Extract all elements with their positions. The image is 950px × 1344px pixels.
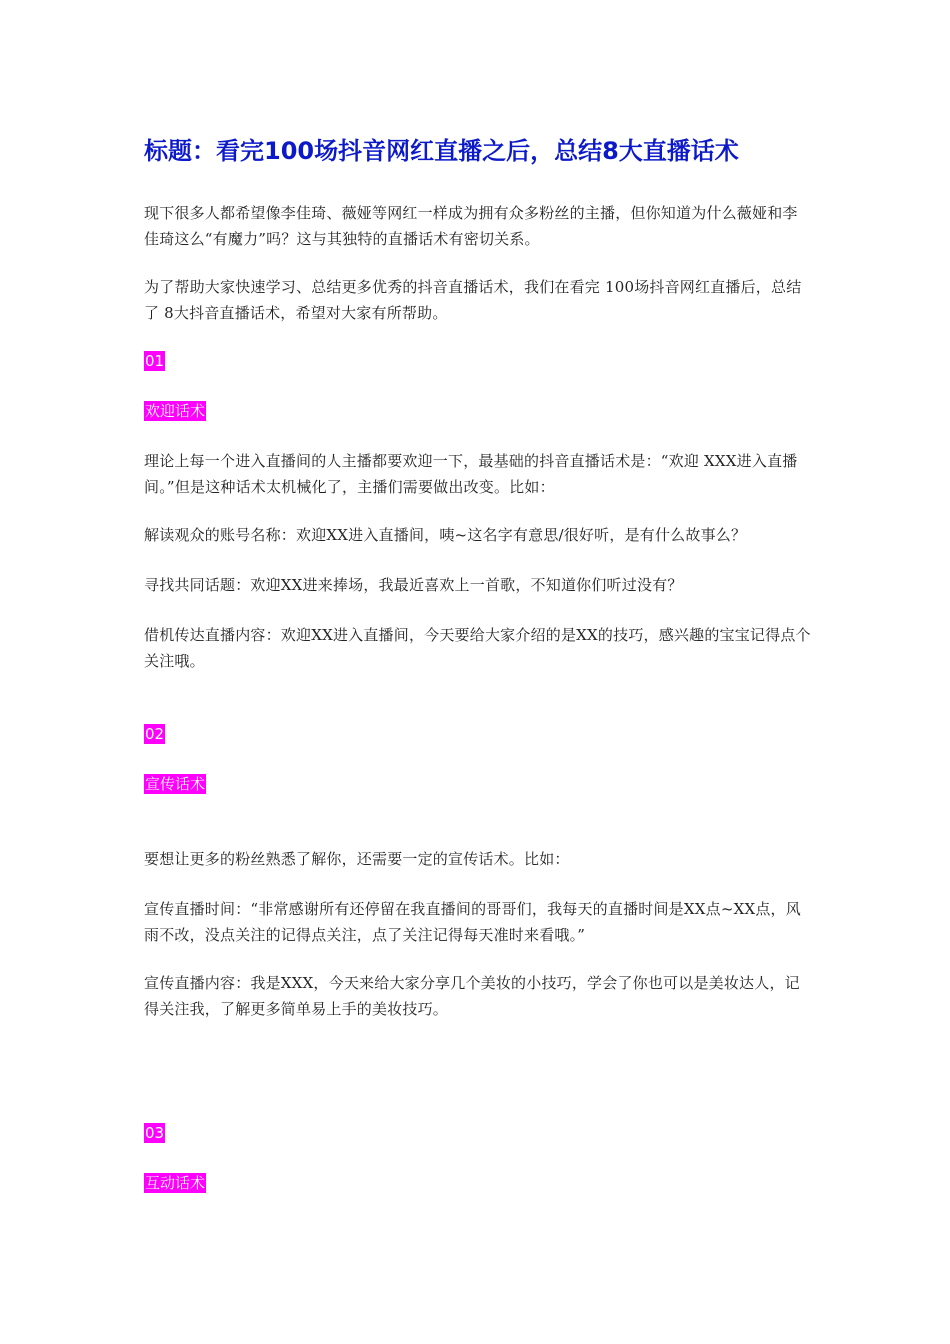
- intro-paragraph-1: 现下很多人都希望像李佳琦、薇娅等网红一样成为拥有众多粉丝的主播，但你知道为什么薇娅和李佳琦这么“有魔力”吗？这与其独特的直播话术有密切关系。: [144, 204, 798, 248]
- section-1-paragraph-2: 解读观众的账号名称：欢迎XX进入直播间，咦~这名字有意思/很好听，是有什么故事么？: [144, 526, 747, 544]
- section-2-paragraph-1: 要想让更多的粉丝熟悉了解你，还需要一定的宣传话术。比如：: [144, 850, 570, 868]
- section-2-paragraph-2: 宣传直播时间：“非常感谢所有还停留在我直播间的哥哥们，我每天的直播时间是XX点~XX点，风雨不改，没点关注的记得点关注，点了关注记得每天准时来看哦。”: [144, 900, 801, 944]
- section-heading-welcome: 欢迎话术: [145, 402, 206, 420]
- section-heading-promotion: 宣传话术: [145, 775, 206, 793]
- section-number-01: 01: [145, 352, 165, 370]
- intro-paragraph-2: 为了帮助大家快速学习、总结更多优秀的抖音直播话术，我们在看完 100场抖音网红直播后，总结了 8大抖音直播话术，希望对大家有所帮助。: [144, 278, 802, 322]
- section-number-03: 03: [145, 1124, 165, 1142]
- document-title: 标题：看完100场抖音网红直播之后，总结8大直播话术: [144, 137, 739, 165]
- section-2-paragraph-3: 宣传直播内容：我是XXX，今天来给大家分享几个美妆的小技巧，学会了你也可以是美妆达人，记得关注我，了解更多简单易上手的美妆技巧。: [144, 974, 800, 1018]
- section-number-02: 02: [145, 725, 165, 743]
- section-1-paragraph-1: 理论上每一个进入直播间的人主播都要欢迎一下，最基础的抖音直播话术是：“欢迎 XXX进入直播间。”但是这种话术太机械化了，主播们需要做出改变。比如：: [144, 452, 798, 496]
- section-heading-interaction: 互动话术: [145, 1174, 206, 1192]
- section-1-paragraph-3: 寻找共同话题：欢迎XX进来捧场，我最近喜欢上一首歌，不知道你们听过没有？: [144, 576, 683, 594]
- section-1-paragraph-4: 借机传达直播内容：欢迎XX进入直播间，今天要给大家介绍的是XX的技巧，感兴趣的宝宝记得点个关注哦。: [144, 626, 811, 670]
